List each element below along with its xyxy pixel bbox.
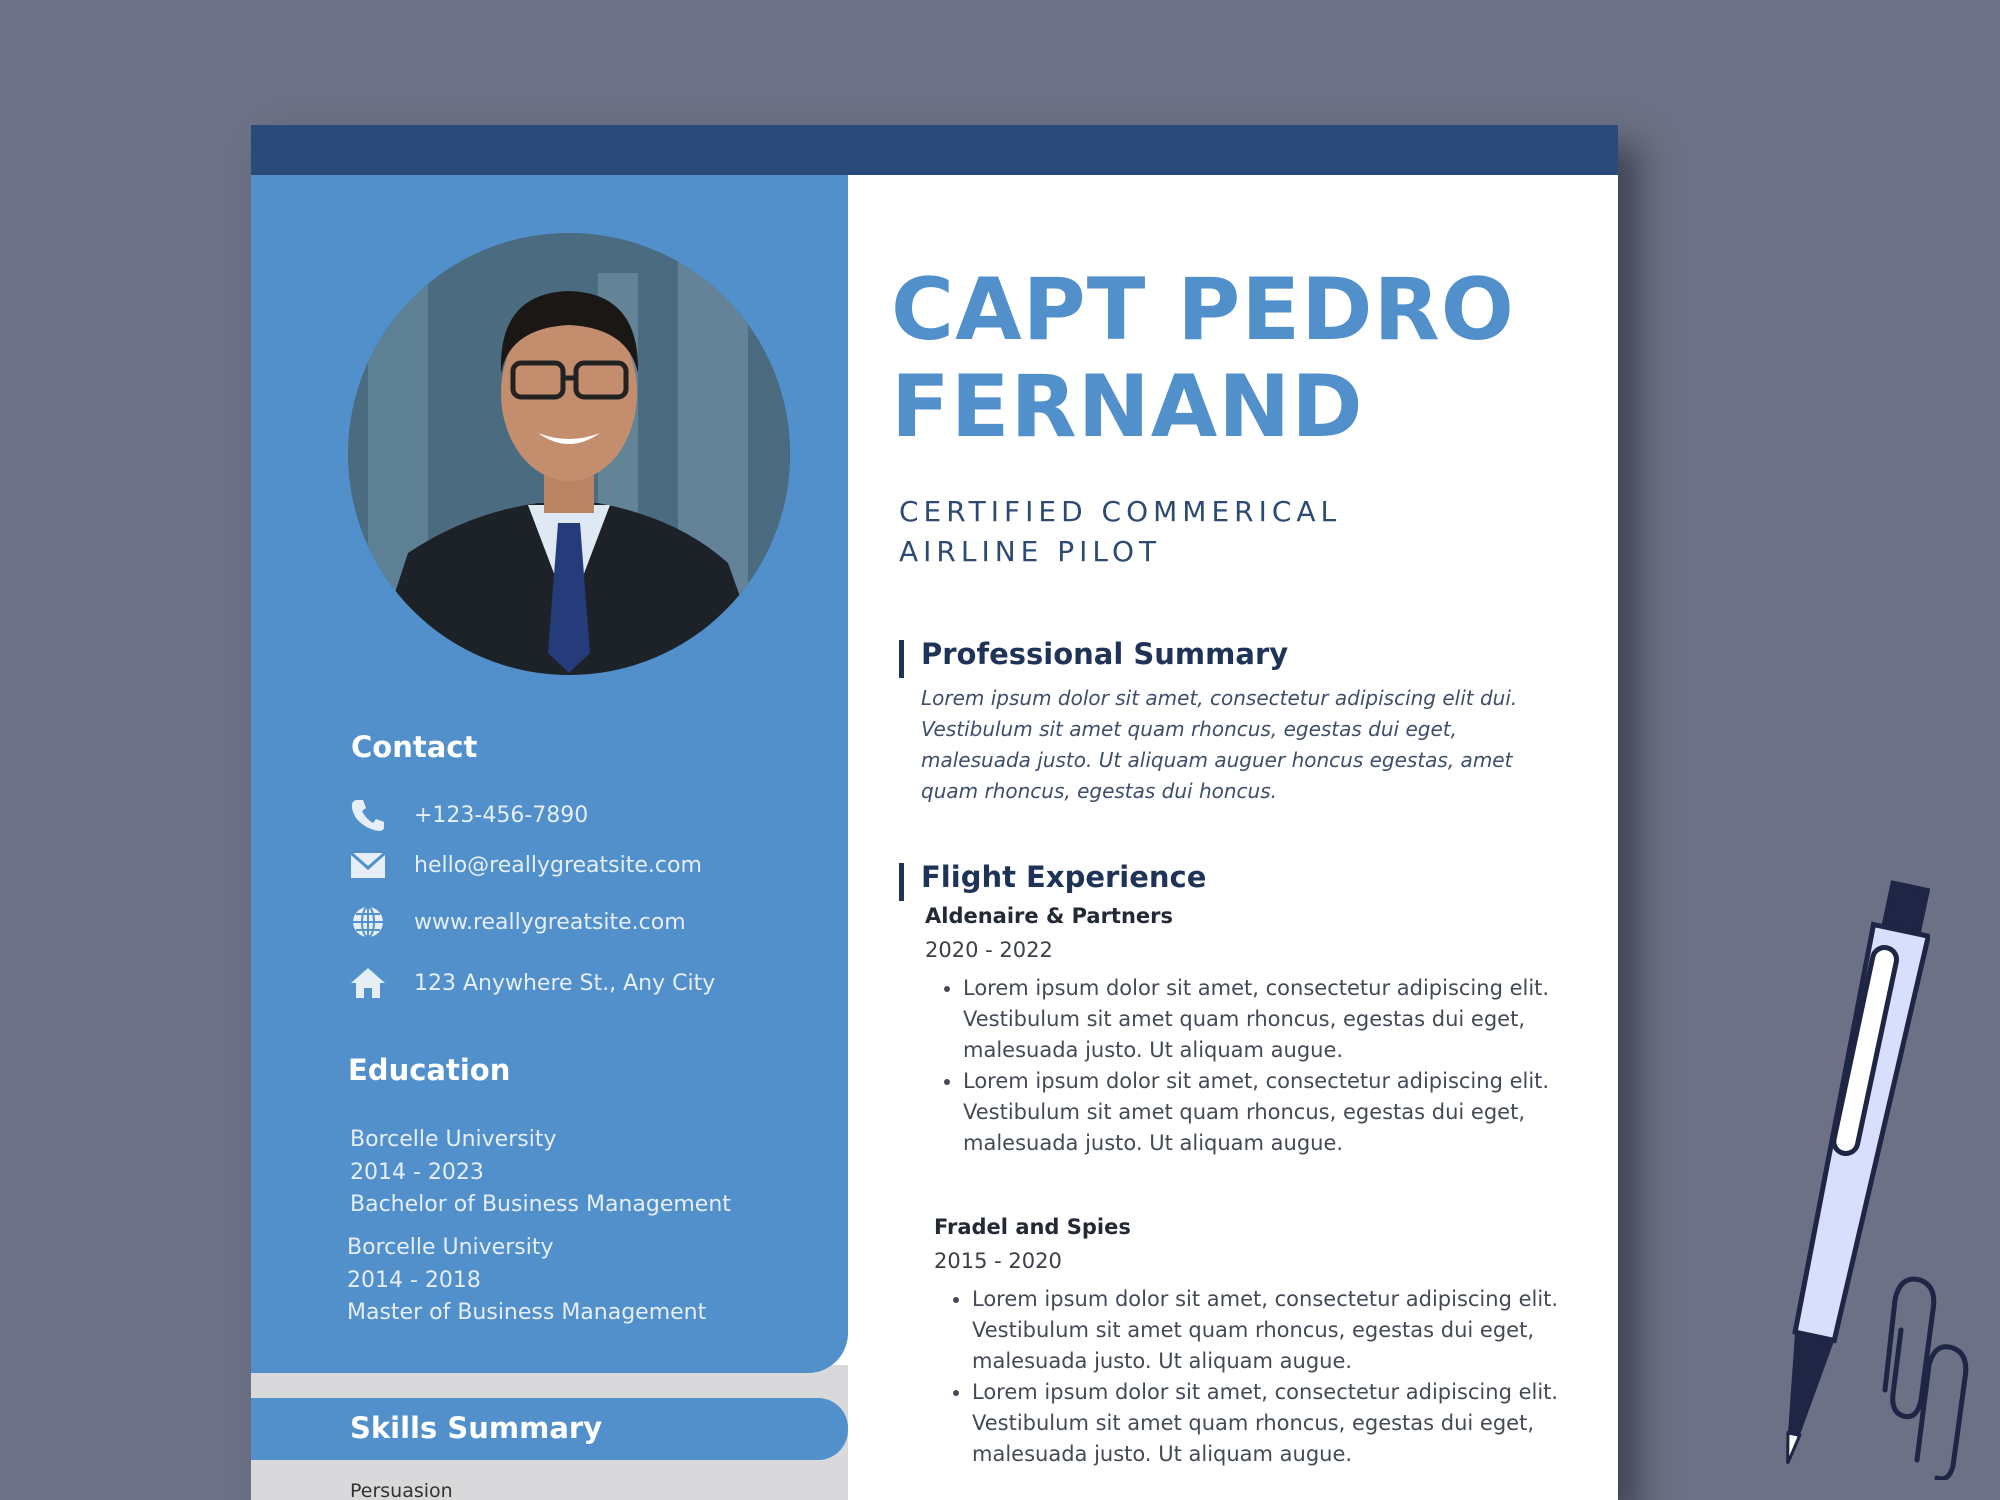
summary-heading: Professional Summary xyxy=(921,637,1289,671)
experience-heading: Flight Experience xyxy=(921,860,1207,894)
job-bullets-1 xyxy=(925,973,1563,1159)
job-company-1: Aldenaire & Partners xyxy=(925,904,1174,928)
experience-accent-bar xyxy=(899,863,904,901)
education-heading: Education xyxy=(348,1053,511,1087)
job-2-bullet-2: • Lorem ipsum dolor sit amet, consectetur adipiscing elit. Vestibulum sit amet quam rhoncus, egestas dui eget, malesuada justo. Ut aliquam augue. xyxy=(972,1377,1572,1470)
summary-accent-bar xyxy=(899,640,904,678)
education-degree-1: Bachelor of Business Management xyxy=(350,1192,731,1217)
job-company-2: Fradel and Spies xyxy=(934,1215,1131,1239)
education-school-1: Borcelle University xyxy=(350,1127,557,1152)
phone-icon xyxy=(348,797,388,833)
skills-heading: Skills Summary xyxy=(350,1411,603,1445)
name-line-2: FERNAND xyxy=(891,357,1364,457)
job-1-bullet-2: • Lorem ipsum dolor sit amet, consectetur adipiscing elit. Vestibulum sit amet quam rhoncus, egestas dui eget, malesuada justo. Ut aliquam augue. xyxy=(963,1066,1563,1159)
globe-icon xyxy=(348,904,388,940)
skill-item-1: Persuasion xyxy=(350,1480,453,1500)
education-school-2: Borcelle University xyxy=(347,1235,554,1260)
job-years-2: 2015 - 2020 xyxy=(934,1249,1062,1273)
resume-sheet xyxy=(251,125,1618,1500)
name-line-1: CAPT PEDRO xyxy=(891,260,1515,360)
contact-website xyxy=(348,904,686,940)
job-title-line-1: CERTIFIED COMMERICAL xyxy=(899,495,1342,528)
contact-phone xyxy=(348,797,588,833)
job-title-line-2: AIRLINE PILOT xyxy=(899,535,1162,568)
education-years-1: 2014 - 2023 xyxy=(350,1160,484,1185)
job-1-bullet-1: • Lorem ipsum dolor sit amet, consectetur adipiscing elit. Vestibulum sit amet quam rhoncus, egestas dui eget, malesuada justo. Ut aliquam augue. xyxy=(963,973,1563,1066)
paperclip-icon xyxy=(1855,1270,1975,1480)
profile-photo xyxy=(348,233,790,675)
website-text: www.reallygreatsite.com xyxy=(414,909,686,935)
summary-text: Lorem ipsum dolor sit amet, consectetur adipiscing elit dui. Vestibulum sit amet quam rhoncus, egestas dui eget, malesuada justo. Ut aliquam auguer honcus egestas, amet quam rhoncus, egestas dui honcus. xyxy=(921,686,1518,803)
skills-heading-bar xyxy=(251,1398,848,1460)
envelope-icon xyxy=(348,847,388,883)
phone-text: +123-456-7890 xyxy=(414,802,589,828)
top-banner xyxy=(251,125,1618,175)
job-bullets-2 xyxy=(934,1284,1572,1470)
education-degree-2: Master of Business Management xyxy=(347,1300,707,1325)
contact-heading: Contact xyxy=(351,730,478,764)
job-2-bullet-1: • Lorem ipsum dolor sit amet, consectetur adipiscing elit. Vestibulum sit amet quam rhoncus, egestas dui eget, malesuada justo. Ut aliquam augue. xyxy=(972,1284,1572,1377)
contact-email xyxy=(348,847,702,883)
job-years-1: 2020 - 2022 xyxy=(925,938,1053,962)
home-icon xyxy=(348,965,388,1001)
education-years-2: 2014 - 2018 xyxy=(347,1268,481,1293)
email-text: hello@reallygreatsite.com xyxy=(414,852,702,878)
contact-address xyxy=(348,965,715,1001)
address-text: 123 Anywhere St., Any City xyxy=(414,970,716,996)
